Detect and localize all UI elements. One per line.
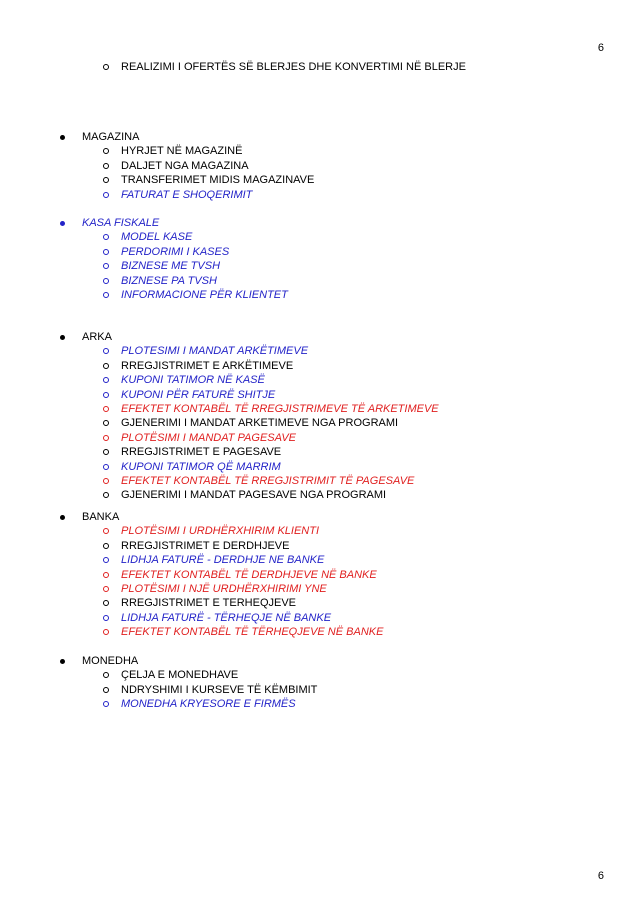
list-item-label: RREGJISTRIMET E ARKËTIMEVE: [121, 359, 294, 372]
list-item-label: RREGJISTRIMET E DERDHJEVE: [121, 539, 290, 552]
list-item-label: EFEKTET KONTABËL TË RREGJISTRIMEVE TË ARKETIMEVE: [121, 403, 439, 415]
circle-bullet-icon: [103, 449, 109, 455]
page-number-bottom: 6: [597, 870, 604, 882]
list-item-label: PLOTËSIMI I MANDAT PAGESAVE: [121, 431, 297, 444]
list-item-label: FATURAT E SHOQERIMIT: [121, 188, 253, 201]
circle-bullet-icon: [103, 572, 109, 578]
circle-bullet-icon: [103, 672, 109, 678]
list-item-label: REALIZIMI I OFERTËS SË BLERJES DHE KONVERTIMI NË BLERJE: [121, 61, 466, 73]
list-item-label: DALJET NGA MAGAZINA: [121, 159, 249, 172]
circle-bullet-icon: [103, 292, 109, 298]
circle-bullet-icon: [103, 478, 109, 484]
bullet-icon: [60, 659, 65, 664]
list-item-label: INFORMACIONE PËR KLIENTET: [121, 289, 288, 301]
circle-bullet-icon: [103, 687, 109, 693]
circle-bullet-icon: [103, 629, 109, 635]
list-item-label: LIDHJA FATURË - TËRHEQJE NË BANKE: [121, 611, 332, 624]
circle-bullet-icon: [103, 163, 109, 169]
page-number-top: 6: [597, 42, 604, 54]
circle-bullet-icon: [103, 278, 109, 284]
list-item-label: PLOTËSIMI I NJË URDHËRXHIRIMI YNE: [121, 583, 327, 595]
list-item-label: BIZNESE PA TVSH: [121, 274, 217, 287]
circle-bullet-icon: [103, 192, 109, 198]
list-item-label: RREGJISTRIMET E TERHEQJEVE: [121, 597, 297, 610]
list-item-label: MODEL KASE: [121, 231, 193, 244]
circle-bullet-icon: [103, 177, 109, 183]
bullet-icon: [60, 335, 65, 340]
list-item-label: GJENERIMI I MANDAT PAGESAVE NGA PROGRAMI: [121, 489, 387, 502]
circle-bullet-icon: [103, 615, 109, 621]
circle-bullet-icon: [103, 557, 109, 563]
circle-bullet-icon: [103, 406, 109, 412]
list-item-label: PLOTESIMI I MANDAT ARKËTIMEVE: [121, 345, 309, 358]
circle-bullet-icon: [103, 392, 109, 398]
circle-bullet-icon: [103, 249, 109, 255]
section-heading-label: KASA FISKALE: [82, 217, 160, 229]
circle-bullet-icon: [103, 492, 109, 498]
list-item-label: LIDHJA FATURË - DERDHJE NE BANKE: [121, 554, 325, 567]
circle-bullet-icon: [103, 377, 109, 383]
circle-bullet-icon: [103, 64, 109, 70]
circle-bullet-icon: [103, 348, 109, 354]
circle-bullet-icon: [103, 701, 109, 707]
circle-bullet-icon: [103, 528, 109, 534]
circle-bullet-icon: [103, 363, 109, 369]
circle-bullet-icon: [103, 543, 109, 549]
list-item-label: HYRJET NË MAGAZINË: [121, 145, 243, 158]
bullet-icon: [60, 515, 65, 520]
list-item-label: TRANSFERIMET MIDIS MAGAZINAVE: [121, 174, 315, 187]
list-item-label: PERDORIMI I KASES: [121, 245, 230, 258]
circle-bullet-icon: [103, 263, 109, 269]
list-item-label: MONEDHA KRYESORE E FIRMËS: [121, 698, 296, 711]
bullet-icon: [60, 135, 65, 140]
section-heading-label: ARKA: [82, 331, 112, 343]
list-item-label: KUPONI TATIMOR NË KASË: [121, 374, 265, 387]
list-item-label: BIZNESE ME TVSH: [121, 260, 221, 273]
list-item-label: KUPONI TATIMOR QË MARRIM: [121, 460, 281, 473]
list-item-label: PLOTËSIMI I URDHËRXHIRIM KLIENTI: [121, 525, 320, 538]
circle-bullet-icon: [103, 234, 109, 240]
section-heading-label: MAGAZINA: [82, 131, 140, 143]
section-heading-label: BANKA: [82, 511, 120, 523]
list-item-label: EFEKTET KONTABËL TË RREGJISTRIMIT TË PAGESAVE: [121, 475, 415, 487]
circle-bullet-icon: [103, 435, 109, 441]
circle-bullet-icon: [103, 148, 109, 154]
circle-bullet-icon: [103, 586, 109, 592]
list-item-label: EFEKTET KONTABËL TË TËRHEQJEVE NË BANKE: [121, 626, 384, 639]
circle-bullet-icon: [103, 420, 109, 426]
bullet-icon: [60, 221, 65, 226]
circle-bullet-icon: [103, 464, 109, 470]
list-item-label: KUPONI PËR FATURË SHITJE: [121, 388, 276, 401]
list-item-label: NDRYSHIMI I KURSEVE TË KËMBIMIT: [121, 683, 318, 696]
list-item-label: EFEKTET KONTABËL TË DERDHJEVE NË BANKE: [121, 568, 377, 581]
circle-bullet-icon: [103, 600, 109, 606]
section-heading-label: MONEDHA: [82, 655, 139, 667]
list-item-label: ÇELJA E MONEDHAVE: [121, 669, 239, 682]
list-item-label: GJENERIMI I MANDAT ARKETIMEVE NGA PROGRAMI: [121, 417, 399, 430]
list-item-label: RREGJISTRIMET E PAGESAVE: [121, 446, 282, 459]
